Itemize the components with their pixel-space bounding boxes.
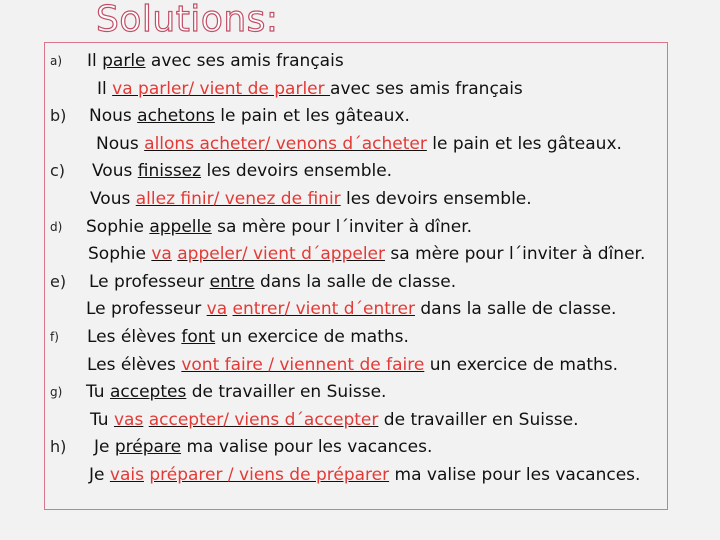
sentence-text: un exercice de maths. <box>215 327 409 347</box>
sentence-text: le pain et les gâteaux. <box>426 133 622 154</box>
original-sentence <box>87 326 409 348</box>
original-sentence <box>86 381 386 403</box>
verb-underlined: achetons <box>137 106 215 127</box>
verb-underlined: acceptes <box>109 382 187 403</box>
original-sentence <box>92 160 392 182</box>
sentence-text: ma valise pour les vacances. <box>181 437 433 458</box>
sentence-text: Nous <box>89 106 138 127</box>
sentence-text: Je <box>89 465 110 485</box>
sentence-text: ma valise pour les vacances. <box>389 465 641 485</box>
page-title: Solutions: <box>96 0 279 40</box>
sentence-text: avec ses amis français <box>145 51 344 71</box>
answer-highlight: vais <box>109 465 144 485</box>
sentence-text: Il <box>97 78 113 99</box>
sentence-text: Les élèves <box>87 354 182 375</box>
answer-highlight: va parler/ vient de parler <box>112 78 331 99</box>
sentence-text: le pain et les gâteaux. <box>214 106 410 127</box>
sentence-text: sa mère pour l´inviter à dîner. <box>211 216 473 237</box>
sentence-text: les devoirs ensemble. <box>201 161 393 182</box>
answer-sentence <box>89 464 640 486</box>
answer-sentence <box>97 78 523 100</box>
sentence-text: avec ses amis français <box>330 78 523 99</box>
item-letter: b) <box>50 106 67 126</box>
item-letter: a) <box>50 54 63 68</box>
sentence-text: Tu <box>90 409 114 430</box>
sentence-text: de travailler en Suisse. <box>378 409 579 430</box>
sentence-text: Sophie <box>86 216 150 237</box>
item-letter: f) <box>50 330 59 344</box>
sentence-text: les devoirs ensemble. <box>340 189 532 209</box>
verb-underlined: parle <box>102 51 146 71</box>
sentence-text: Sophie <box>88 244 152 265</box>
original-sentence <box>89 271 456 293</box>
sentence-text: dans la salle de classe. <box>414 299 617 320</box>
answer-sentence <box>87 354 618 376</box>
answer-sentence <box>90 409 579 431</box>
answer-highlight: allons acheter/ venons d´acheter <box>144 133 427 154</box>
answer-highlight: allez finir/ venez de finir <box>135 189 341 209</box>
original-sentence <box>89 105 410 127</box>
item-letter: e) <box>50 271 67 291</box>
answer-sentence <box>90 188 532 210</box>
verb-underlined: finissez <box>137 161 202 182</box>
sentence-text: dans la salle de classe. <box>254 271 457 292</box>
sentence-text: Vous <box>92 161 138 182</box>
answer-sentence <box>96 133 622 155</box>
answer-highlight: va <box>151 244 172 265</box>
answer-highlight: va <box>206 299 228 320</box>
sentence-text: Nous <box>96 133 145 154</box>
answer-highlight: préparer / viens de préparer <box>149 465 390 485</box>
item-letter: d) <box>50 219 63 234</box>
sentence-text: Le professeur <box>86 299 207 320</box>
original-sentence <box>87 50 344 72</box>
sentence-text: un exercice de maths. <box>424 354 619 375</box>
verb-underlined: entre <box>209 271 255 292</box>
answer-sentence <box>86 298 616 320</box>
sentence-text: sa mère pour l´inviter à dîner. <box>385 244 646 265</box>
original-sentence <box>94 436 432 458</box>
sentence-text: Les élèves <box>87 327 182 347</box>
sentence-text: Vous <box>90 189 136 209</box>
sentence-text: Je <box>94 437 115 458</box>
verb-underlined: appelle <box>149 216 212 237</box>
verb-underlined: prépare <box>114 437 182 458</box>
answer-sentence <box>88 243 645 265</box>
sentence-text: Le professeur <box>89 271 210 292</box>
sentence-text: Tu <box>86 382 110 403</box>
item-letter: c) <box>50 161 66 181</box>
answer-highlight: vont faire / viennent de faire <box>181 354 425 375</box>
answer-highlight: accepter/ viens d´accepter <box>148 409 379 430</box>
sentence-text: Il <box>87 51 103 71</box>
answer-highlight: appeler/ vient d´appeler <box>177 244 386 265</box>
original-sentence <box>86 216 472 238</box>
verb-underlined: font <box>181 327 216 347</box>
answer-highlight: entrer/ vient d´entrer <box>232 299 415 320</box>
sentence-text: de travailler en Suisse. <box>186 382 387 403</box>
answer-highlight: vas <box>113 409 144 430</box>
item-letter: g) <box>50 385 63 400</box>
item-letter: h) <box>50 437 67 457</box>
